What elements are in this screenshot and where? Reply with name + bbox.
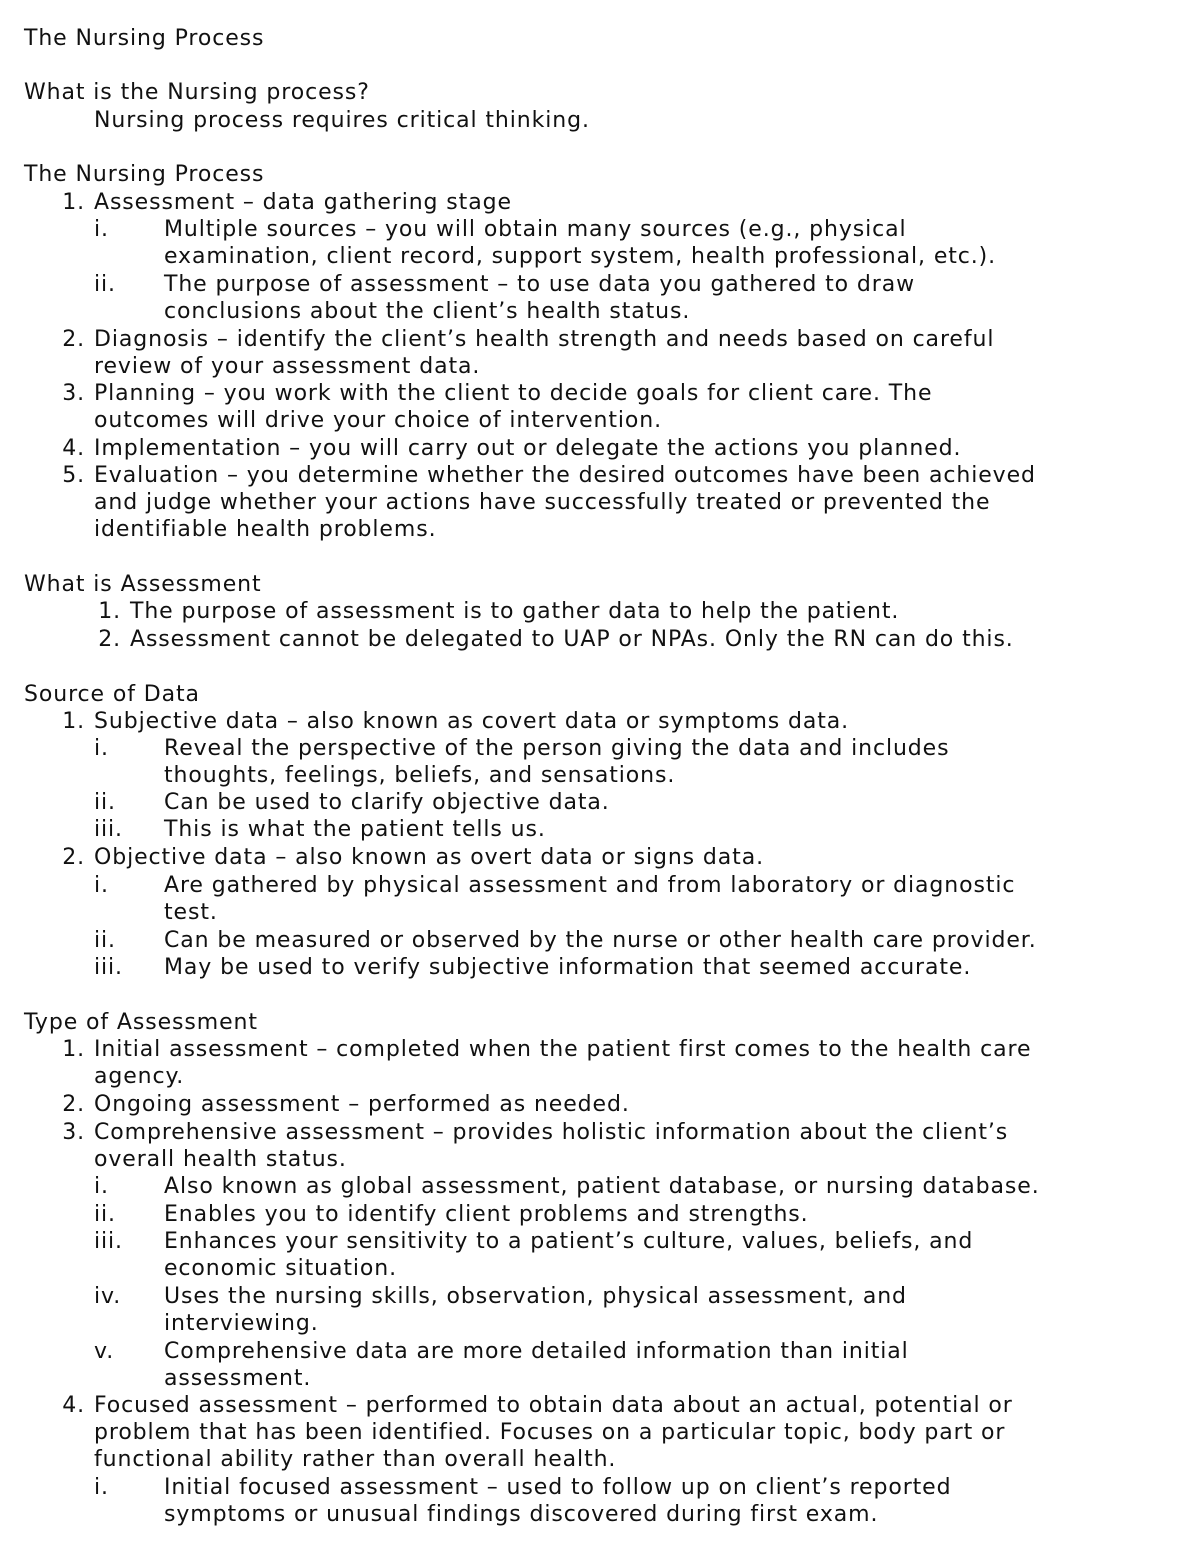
section-heading: Type of Assessment xyxy=(24,1010,258,1035)
sublist-item-text: test. xyxy=(164,900,218,925)
list-item-text: Implementation – you will carry out or delegate the actions you planned. xyxy=(94,436,962,461)
list-item-text: Initial assessment – completed when the patient first comes to the health care xyxy=(94,1037,1032,1062)
list-item-text: outcomes will drive your choice of intervention. xyxy=(94,408,662,433)
sublist-item-text: thoughts, feelings, beliefs, and sensations. xyxy=(164,763,676,788)
sublist-numeral: ii. xyxy=(94,790,116,815)
list-item-text: Subjective data – also known as covert data or symptoms data. xyxy=(94,709,850,734)
sublist-item-text: Enhances your sensitivity to a patient’s culture, values, beliefs, and xyxy=(164,1229,974,1254)
sublist-item-text: This is what the patient tells us. xyxy=(164,817,546,842)
list-item-text: Comprehensive assessment – provides holistic information about the client’s xyxy=(94,1120,1009,1145)
list-item-text: problem that has been identified. Focuses on a particular topic, body part or xyxy=(94,1420,1006,1445)
list-number: 2. xyxy=(98,627,121,652)
sublist-item-text: interviewing. xyxy=(164,1311,319,1336)
sublist-item-text: Can be used to clarify objective data. xyxy=(164,790,610,815)
paragraph: Nursing process requires critical thinking. xyxy=(94,108,590,133)
list-item-text: Assessment cannot be delegated to UAP or NPAs. Only the RN can do this. xyxy=(130,627,1014,652)
list-number: 5. xyxy=(62,463,85,488)
list-number: 3. xyxy=(62,381,85,406)
list-number: 1. xyxy=(98,599,121,624)
list-number: 3. xyxy=(62,1120,85,1145)
list-item-text: Focused assessment – performed to obtain data about an actual, potential or xyxy=(94,1393,1013,1418)
section-heading: What is Assessment xyxy=(24,572,262,597)
sublist-numeral: i. xyxy=(94,1475,109,1500)
list-item-text: functional ability rather than overall health. xyxy=(94,1447,617,1472)
sublist-numeral: i. xyxy=(94,1174,109,1199)
sublist-numeral: iii. xyxy=(94,817,123,842)
sublist-item-text: The purpose of assessment – to use data you gathered to draw xyxy=(164,272,916,297)
sublist-numeral: v. xyxy=(94,1339,115,1364)
sublist-numeral: ii. xyxy=(94,1202,116,1227)
section-heading: The Nursing Process xyxy=(24,162,265,187)
sublist-item-text: Uses the nursing skills, observation, physical assessment, and xyxy=(164,1284,907,1309)
sublist-item-text: Also known as global assessment, patient database, or nursing database. xyxy=(164,1174,1040,1199)
sublist-item-text: examination, client record, support system, health professional, etc.). xyxy=(164,244,997,269)
sublist-item-text: Enables you to identify client problems and strengths. xyxy=(164,1202,809,1227)
list-item-text: overall health status. xyxy=(94,1147,347,1172)
list-item-text: Diagnosis – identify the client’s health strength and needs based on careful xyxy=(94,327,995,352)
sublist-numeral: iv. xyxy=(94,1284,122,1309)
sublist-item-text: Multiple sources – you will obtain many sources (e.g., physical xyxy=(164,217,907,242)
list-number: 1. xyxy=(62,190,85,215)
sublist-numeral: ii. xyxy=(94,272,116,297)
list-item-text: agency. xyxy=(94,1064,185,1089)
sublist-item-text: Are gathered by physical assessment and from laboratory or diagnostic xyxy=(164,873,1016,898)
sublist-item-text: economic situation. xyxy=(164,1256,397,1281)
document-title: The Nursing Process xyxy=(24,26,265,51)
sublist-item-text: Comprehensive data are more detailed information than initial xyxy=(164,1339,909,1364)
list-number: 2. xyxy=(62,327,85,352)
sublist-numeral: iii. xyxy=(94,955,123,980)
section-heading: Source of Data xyxy=(24,682,200,707)
sublist-numeral: i. xyxy=(94,736,109,761)
list-item-text: Planning – you work with the client to decide goals for client care. The xyxy=(94,381,933,406)
list-number: 4. xyxy=(62,436,85,461)
list-number: 2. xyxy=(62,845,85,870)
sublist-numeral: ii. xyxy=(94,928,116,953)
sublist-item-text: Reveal the perspective of the person giving the data and includes xyxy=(164,736,950,761)
sublist-numeral: iii. xyxy=(94,1229,123,1254)
sublist-item-text: conclusions about the client’s health status. xyxy=(164,299,691,324)
sublist-item-text: Can be measured or observed by the nurse or other health care provider. xyxy=(164,928,1037,953)
section-heading: What is the Nursing process? xyxy=(24,80,370,105)
list-number: 1. xyxy=(62,709,85,734)
sublist-numeral: i. xyxy=(94,217,109,242)
list-number: 4. xyxy=(62,1393,85,1418)
list-item-text: Ongoing assessment – performed as needed. xyxy=(94,1092,630,1117)
list-item-text: The purpose of assessment is to gather data to help the patient. xyxy=(130,599,900,624)
list-item-text: identifiable health problems. xyxy=(94,517,437,542)
list-item-text: review of your assessment data. xyxy=(94,354,481,379)
list-item-text: Evaluation – you determine whether the desired outcomes have been achieved xyxy=(94,463,1036,488)
sublist-item-text: May be used to verify subjective information that seemed accurate. xyxy=(164,955,972,980)
sublist-numeral: i. xyxy=(94,873,109,898)
list-item-text: and judge whether your actions have successfully treated or prevented the xyxy=(94,490,991,515)
sublist-item-text: assessment. xyxy=(164,1366,312,1391)
sublist-item-text: symptoms or unusual findings discovered during first exam. xyxy=(164,1502,879,1527)
list-number: 2. xyxy=(62,1092,85,1117)
sublist-item-text: Initial focused assessment – used to follow up on client’s reported xyxy=(164,1475,952,1500)
list-item-text: Objective data – also known as overt data or signs data. xyxy=(94,845,764,870)
list-number: 1. xyxy=(62,1037,85,1062)
list-item-text: Assessment – data gathering stage xyxy=(94,190,512,215)
